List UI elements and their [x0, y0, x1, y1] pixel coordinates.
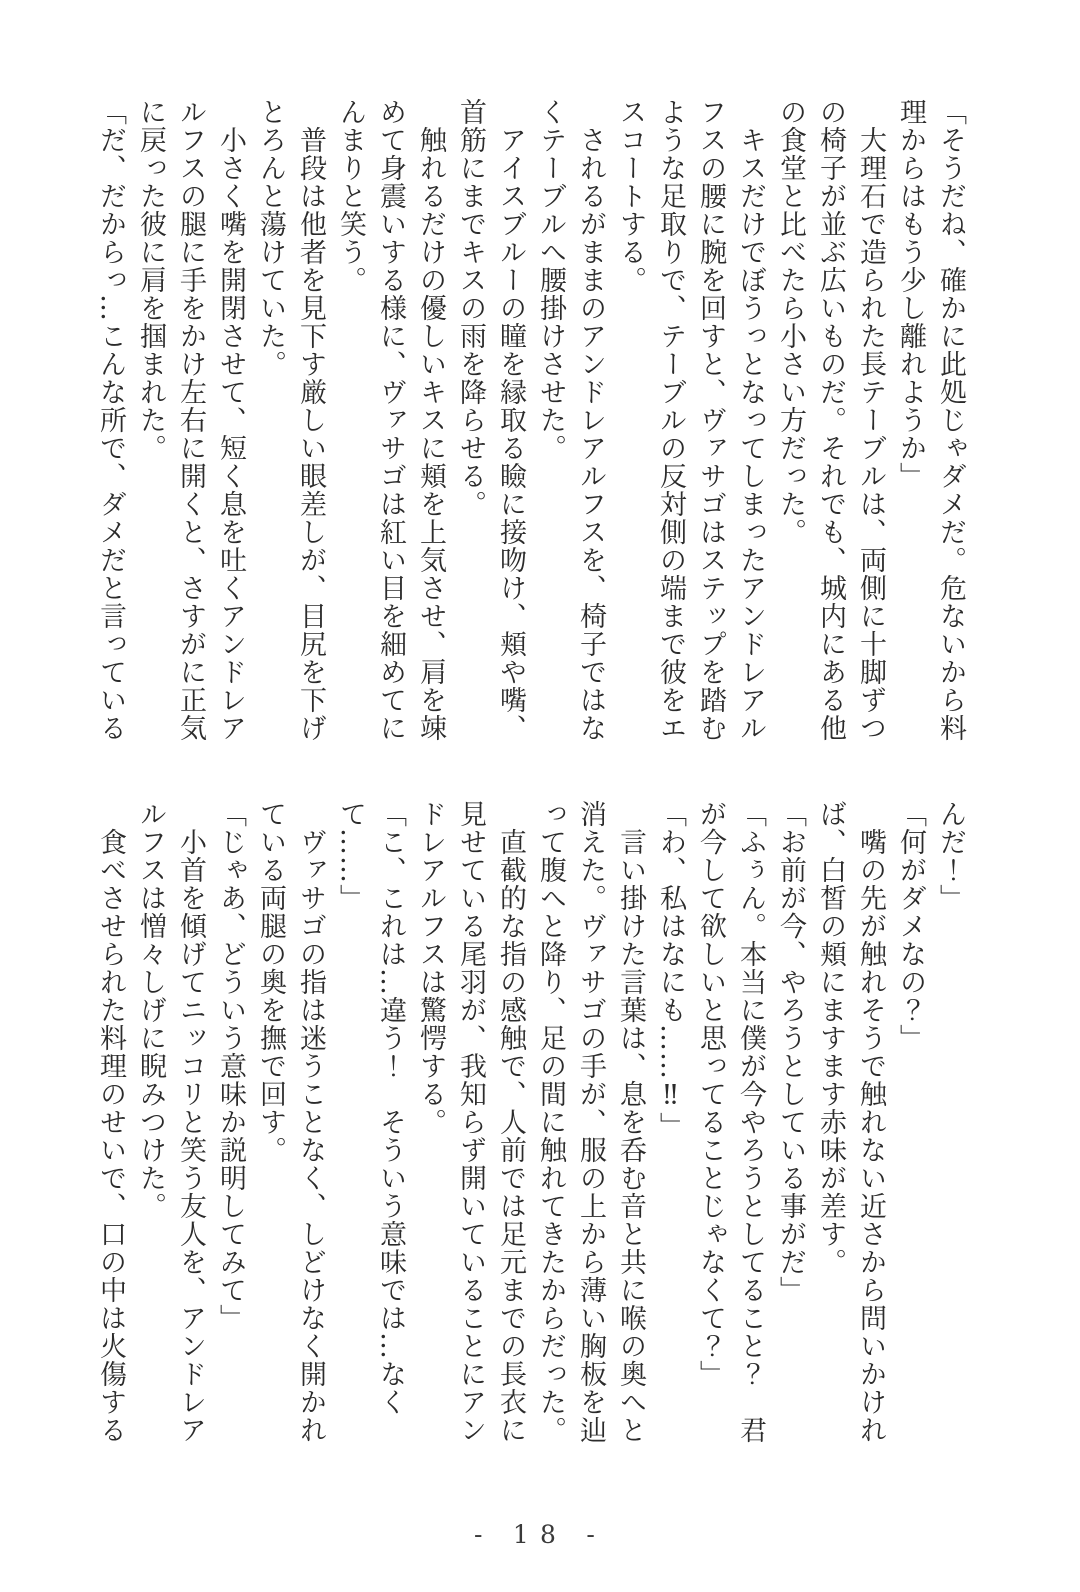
paragraph: 「そうだね、確かに此処じゃダメだ。危ないから料理からはもう少し離れようか」 [895, 98, 966, 742]
paragraph: されるがままのアンドレアルフスを、椅子ではなくテーブルへ腰掛けさせた。 [535, 98, 606, 742]
paragraph: 「じゃあ、どういう意味か説明してみて」 [215, 800, 246, 1332]
paragraph: キスだけでぼうっとなってしまったアンドレアルフスの腰に腕を回すと、ヴァサゴはステップを踏むような足取りで、テーブルの反対側の端まで彼をエスコートする。 [615, 98, 766, 742]
paragraph: 「わ、私はなにも……‼」 [655, 800, 686, 1140]
paragraph: ヴァサゴの指は迷うことなく、しどけなく開かれている両腿の奥を撫で回す。 [255, 800, 326, 1444]
paragraph: 「だ、だからっ…こんな所で、ダメだと言っている [95, 98, 126, 742]
paragraph: 大理石で造られた長テーブルは、両側に十脚ずつの椅子が並ぶ広いものだ。それでも、城内にある他の食堂と比べたら小さい方だった。 [775, 98, 886, 742]
paragraph: 直截的な指の感触で、人前では足元までの長衣に見せている尾羽が、我知らず開いていることにアンドレアルフスは驚愕する。 [415, 800, 526, 1444]
text-block-bottom [88, 800, 970, 1452]
paragraph: 小首を傾げてニッコリと笑う友人を、アンドレアルフスは憎々しげに睨みつけた。 [135, 800, 206, 1444]
paragraph: 「何がダメなの？」 [895, 800, 926, 1052]
paragraph: 触れるだけの優しいキスに頬を上気させ、肩を竦めて身震いする様に、ヴァサゴは紅い目を細めてにんまりと笑う。 [335, 98, 446, 742]
paragraph: 「ふぅん。本当に僕が今やろうとしてること？ 君が今して欲しいと思ってることじゃなくて？」 [695, 800, 766, 1444]
paragraph: 「こ、これは…違う！ そういう意味では…なくて……」 [335, 800, 406, 1416]
paragraph: 食べさせられた料理のせいで、口の中は火傷する [95, 800, 126, 1444]
paragraph: 言い掛けた言葉は、息を呑む音と共に喉の奥へと消えた。ヴァサゴの手が、服の上から薄い胸板を辿って腹へと降り、足の間に触れてきたからだった。 [535, 800, 646, 1444]
paragraph: んだ！」 [935, 800, 966, 912]
page-number: - 18 - [473, 1520, 607, 1549]
text-block-top [88, 98, 970, 750]
paragraph: アイスブルーの瞳を縁取る瞼に接吻け、頬や嘴、首筋にまでキスの雨を降らせる。 [455, 98, 526, 742]
paragraph: 嘴の先が触れそうで触れない近さから問いかければ、白皙の頬にますます赤味が差す。 [815, 800, 886, 1444]
paragraph: 「お前が今、やろうとしている事がだ」 [775, 800, 806, 1304]
paragraph: 普段は他者を見下す厳しい眼差しが、目尻を下げとろんと蕩けていた。 [255, 98, 326, 742]
paragraph: 小さく嘴を開閉させて、短く息を吐くアンドレアルフスの腿に手をかけ左右に開くと、さすがに正気に戻った彼に肩を掴まれた。 [135, 98, 246, 742]
